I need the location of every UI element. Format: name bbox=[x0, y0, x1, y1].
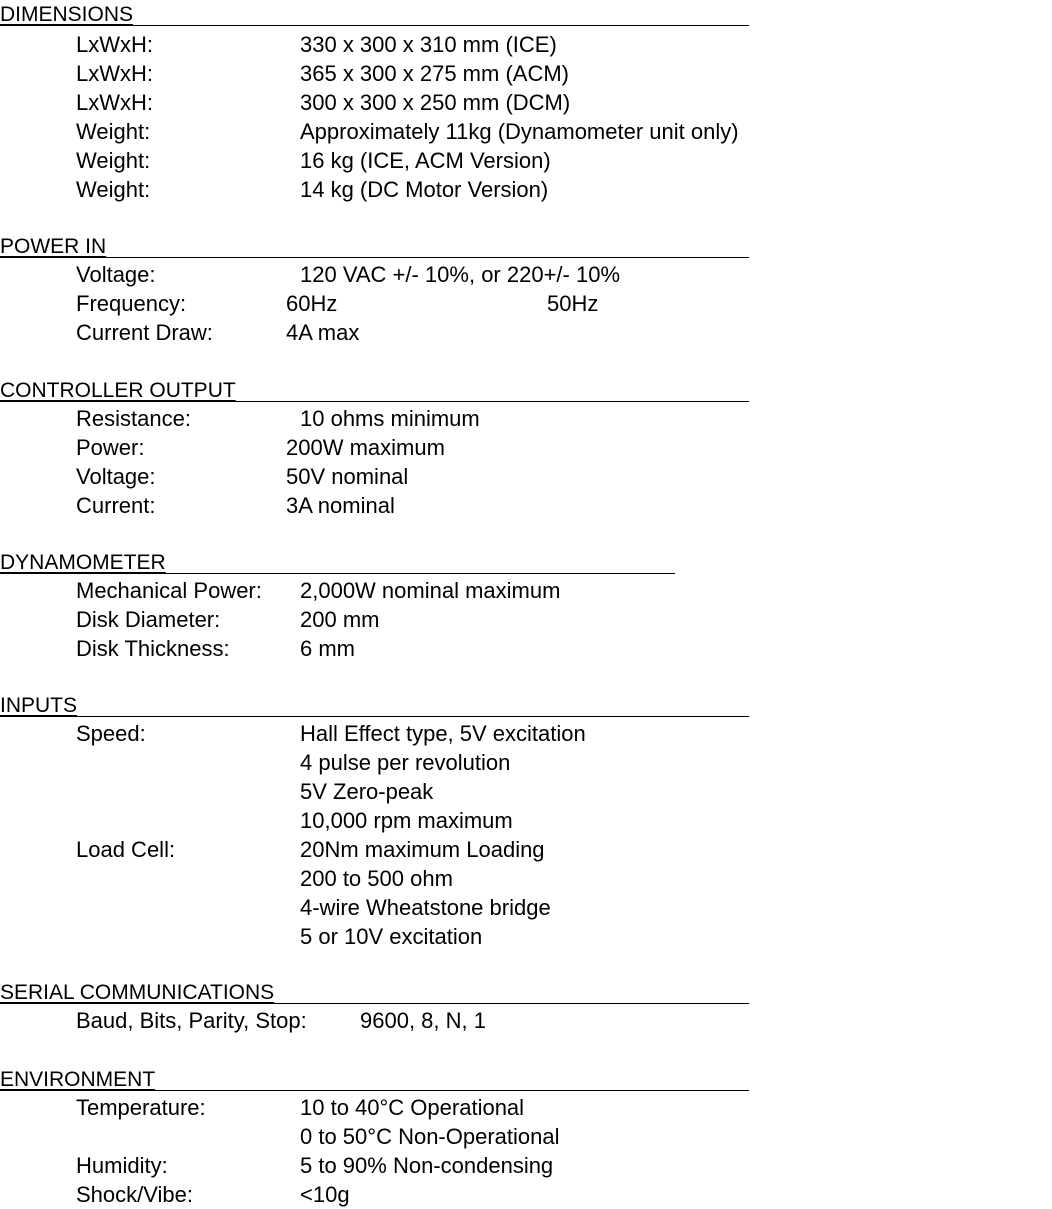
spec-row bbox=[0, 318, 760, 347]
spec-row bbox=[0, 806, 760, 835]
spec-value: Approximately 11kg (Dynamometer unit only) bbox=[300, 119, 739, 144]
spec-label: LxWxH: bbox=[76, 61, 153, 86]
spec-value: Hall Effect type, 5V excitation bbox=[300, 721, 586, 746]
spec-value: 5 to 90% Non-condensing bbox=[300, 1153, 554, 1178]
spec-row bbox=[0, 864, 760, 893]
spec-label: Current Draw: bbox=[76, 320, 213, 345]
spec-row bbox=[0, 605, 760, 634]
section-heading: DYNAMOMETER bbox=[0, 548, 675, 574]
spec-label: Baud, Bits, Parity, Stop: bbox=[76, 1008, 307, 1033]
spec-value: 330 x 300 x 310 mm (ICE) bbox=[300, 32, 557, 57]
spec-value: 200W maximum bbox=[286, 435, 445, 460]
spec-label: Voltage: bbox=[76, 464, 156, 489]
spec-row bbox=[0, 260, 760, 289]
spec-row bbox=[0, 634, 760, 663]
spec-row bbox=[0, 30, 760, 59]
section-environment bbox=[0, 1065, 760, 1209]
spec-label: Weight: bbox=[76, 177, 151, 202]
spec-label: Frequency: bbox=[76, 291, 187, 316]
spec-row bbox=[0, 1122, 760, 1151]
spec-value: 50V nominal bbox=[286, 464, 409, 489]
spec-value: 10 ohms minimum bbox=[300, 406, 480, 431]
spec-value: 60Hz bbox=[286, 291, 338, 316]
spec-value: 2,000W nominal maximum bbox=[300, 578, 561, 603]
section-serial-communications bbox=[0, 978, 760, 1035]
spec-label: Voltage: bbox=[76, 262, 156, 287]
spec-value: 200 to 500 ohm bbox=[300, 866, 453, 891]
section-dynamometer bbox=[0, 548, 760, 663]
spec-row bbox=[0, 893, 760, 922]
section-power-in bbox=[0, 232, 760, 347]
spec-value-alt: 50Hz bbox=[547, 291, 599, 316]
spec-row bbox=[0, 146, 760, 175]
spec-row bbox=[0, 59, 760, 88]
spec-row bbox=[0, 922, 760, 951]
spec-value: 200 mm bbox=[300, 607, 380, 632]
spec-label: Mechanical Power: bbox=[76, 578, 262, 603]
section-controller-output bbox=[0, 376, 760, 520]
spec-value: 5V Zero-peak bbox=[300, 779, 434, 804]
spec-row bbox=[0, 491, 760, 520]
spec-label: LxWxH: bbox=[76, 32, 153, 57]
spec-label: Temperature: bbox=[76, 1095, 206, 1120]
spec-value: 300 x 300 x 250 mm (DCM) bbox=[300, 90, 571, 115]
spec-row bbox=[0, 835, 760, 864]
spec-label: Disk Thickness: bbox=[76, 636, 230, 661]
spec-value: 3A nominal bbox=[286, 493, 395, 518]
section-inputs bbox=[0, 691, 760, 951]
section-heading: INPUTS bbox=[0, 691, 749, 717]
spec-label: Resistance: bbox=[76, 406, 191, 431]
spec-value: 16 kg (ICE, ACM Version) bbox=[300, 148, 551, 173]
spec-value: 6 mm bbox=[300, 636, 355, 661]
spec-value: 10 to 40°C Operational bbox=[300, 1095, 525, 1120]
spec-value: 365 x 300 x 275 mm (ACM) bbox=[300, 61, 569, 86]
section-heading: DIMENSIONS bbox=[0, 0, 749, 26]
spec-row bbox=[0, 117, 760, 146]
spec-row bbox=[0, 1006, 760, 1035]
spec-value: 10,000 rpm maximum bbox=[300, 808, 513, 833]
spec-label: Current: bbox=[76, 493, 156, 518]
spec-value: 5 or 10V excitation bbox=[300, 924, 483, 949]
spec-value: 4-wire Wheatstone bridge bbox=[300, 895, 551, 920]
spec-row bbox=[0, 289, 760, 318]
spec-value: 0 to 50°C Non-Operational bbox=[300, 1124, 560, 1149]
spec-row bbox=[0, 1180, 760, 1209]
section-dimensions bbox=[0, 0, 760, 204]
spec-row bbox=[0, 748, 760, 777]
section-heading: POWER IN bbox=[0, 232, 749, 258]
spec-label: Weight: bbox=[76, 119, 151, 144]
spec-label: Load Cell: bbox=[76, 837, 176, 862]
spec-value: 9600, 8, N, 1 bbox=[360, 1008, 486, 1033]
spec-row bbox=[0, 175, 760, 204]
spec-label: Disk Diameter: bbox=[76, 607, 221, 632]
spec-label: Power: bbox=[76, 435, 145, 460]
spec-row bbox=[0, 1151, 760, 1180]
spec-row bbox=[0, 576, 760, 605]
spec-label: Shock/Vibe: bbox=[76, 1182, 194, 1207]
spec-row bbox=[0, 433, 760, 462]
spec-label: Humidity: bbox=[76, 1153, 168, 1178]
spec-value: 20Nm maximum Loading bbox=[300, 837, 545, 862]
spec-value: <10g bbox=[300, 1182, 350, 1207]
section-heading: SERIAL COMMUNICATIONS bbox=[0, 978, 749, 1004]
spec-label: Speed: bbox=[76, 721, 146, 746]
spec-row bbox=[0, 88, 760, 117]
spec-label: LxWxH: bbox=[76, 90, 153, 115]
section-heading: ENVIRONMENT bbox=[0, 1065, 749, 1091]
spec-row bbox=[0, 719, 760, 748]
spec-label: Weight: bbox=[76, 148, 151, 173]
spec-row bbox=[0, 1093, 760, 1122]
spec-value: 4 pulse per revolution bbox=[300, 750, 511, 775]
spec-row bbox=[0, 462, 760, 491]
spec-row bbox=[0, 777, 760, 806]
spec-value: 14 kg (DC Motor Version) bbox=[300, 177, 549, 202]
section-heading: CONTROLLER OUTPUT bbox=[0, 376, 749, 402]
spec-value: 4A max bbox=[286, 320, 360, 345]
spec-row bbox=[0, 404, 760, 433]
spec-value: 120 VAC +/- 10%, or 220+/- 10% bbox=[300, 262, 620, 287]
